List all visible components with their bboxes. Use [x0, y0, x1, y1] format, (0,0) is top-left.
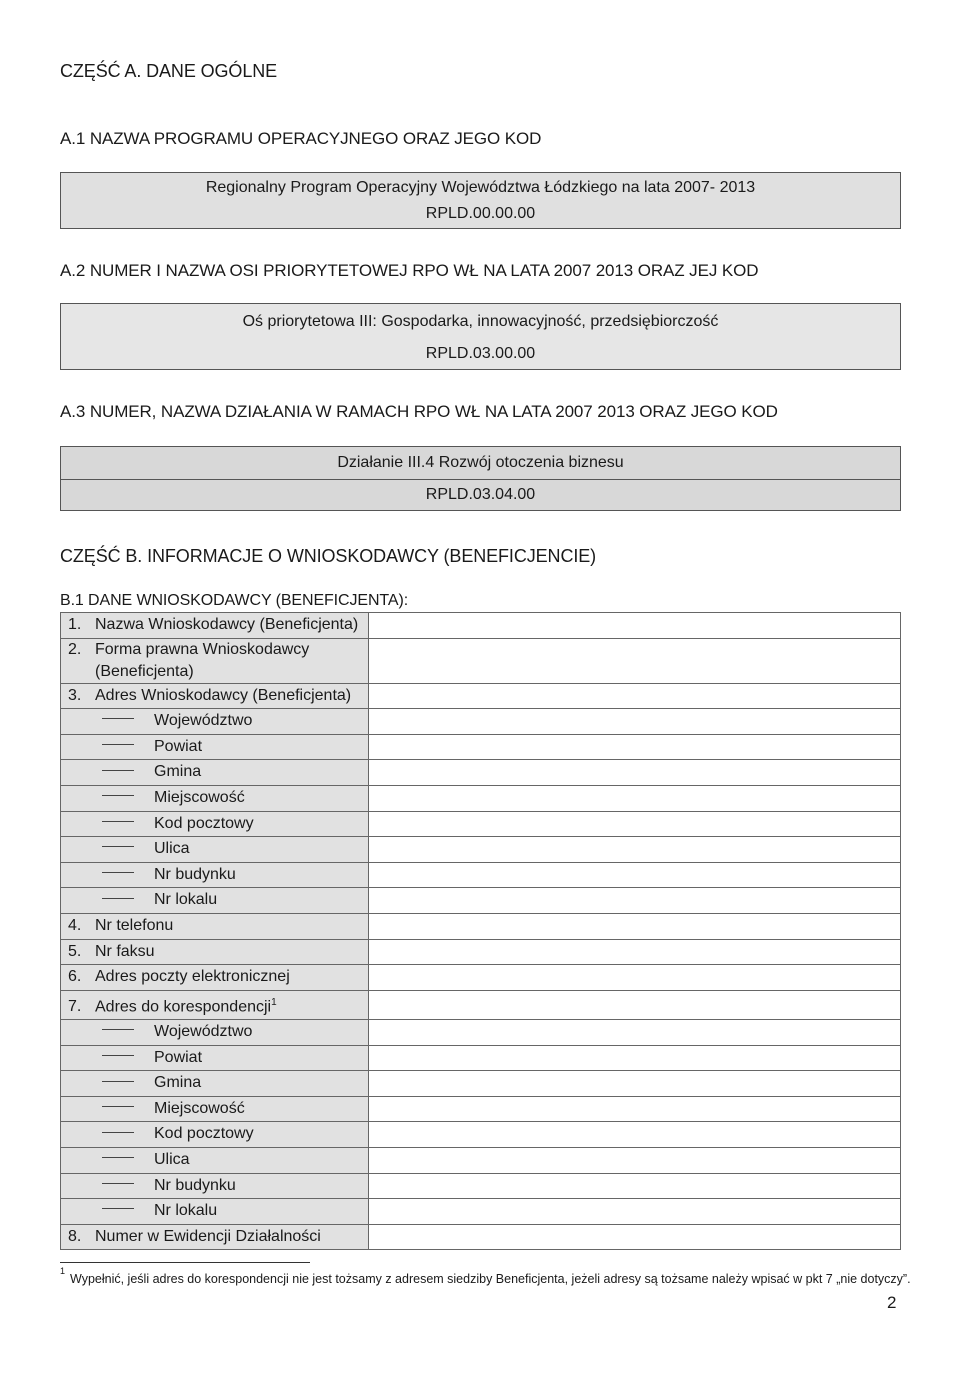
dash-marker	[102, 872, 134, 873]
table-row	[61, 811, 901, 837]
field-value-cell[interactable]	[369, 939, 901, 965]
dash-marker	[102, 1106, 134, 1107]
field-value-cell[interactable]	[369, 1122, 901, 1148]
field-value-cell[interactable]	[369, 760, 901, 786]
sub-field-label: Województwo	[154, 712, 253, 730]
field-label-cell	[61, 613, 369, 639]
table-row	[61, 613, 901, 639]
field-value-cell[interactable]	[369, 1071, 901, 1097]
field-label-cell	[61, 811, 369, 837]
footnote-text: Wypełnić, jeśli adres do korespondencji nie jest tożsamy z adresem siedziby Beneficjenta, jeżeli adresy są tożsame należy wpisać w pkt 7 „nie dotyczy”.	[70, 1272, 911, 1287]
field-label-cell	[61, 638, 369, 683]
dash-marker	[102, 1132, 134, 1133]
field-label: Nazwa Wnioskodawcy (Beneficjenta)	[95, 616, 359, 633]
table-row	[61, 1045, 901, 1071]
field-value-cell[interactable]	[369, 683, 901, 709]
sub-field-label: Powiat	[154, 1048, 203, 1066]
field-number: 8.	[68, 1227, 82, 1245]
measure-name-box	[60, 446, 901, 480]
sub-field-label: Miejscowość	[154, 1099, 245, 1117]
field-value-cell[interactable]	[369, 811, 901, 837]
field-label-cell	[61, 888, 369, 914]
field-label-cell	[61, 965, 369, 991]
table-row	[61, 760, 901, 786]
part-b-title: CZĘŚĆ B. INFORMACJE O WNIOSKODAWCY (BENEFICJENCIE)	[60, 546, 597, 566]
field-label-cell	[61, 939, 369, 965]
footnote-reference: 1	[271, 996, 277, 1008]
dash-marker	[102, 846, 134, 847]
dash-marker	[102, 1055, 134, 1056]
page-number: 2	[887, 1293, 897, 1312]
section-b1-heading: B.1 DANE WNIOSKODAWCY (BENEFICJENTA):	[60, 592, 409, 609]
table-row	[61, 1224, 901, 1250]
field-number: 4.	[68, 916, 82, 934]
footnote-separator	[60, 1262, 310, 1263]
field-value-cell[interactable]	[369, 734, 901, 760]
dash-marker	[102, 1208, 134, 1209]
field-value-cell[interactable]	[369, 1148, 901, 1174]
field-label-cell	[61, 1148, 369, 1174]
dash-marker	[102, 1157, 134, 1158]
sub-field-label: Ulica	[154, 1151, 190, 1169]
field-label: Numer w Ewidencji Działalności	[95, 1227, 321, 1245]
field-value-cell[interactable]	[369, 888, 901, 914]
field-label-cell	[61, 1224, 369, 1250]
field-label-cell	[61, 837, 369, 863]
dash-marker	[102, 744, 134, 745]
field-value-cell[interactable]	[369, 1173, 901, 1199]
field-label-cell	[61, 1173, 369, 1199]
section-a3-heading: A.3 NUMER, NAZWA DZIAŁANIA W RAMACH RPO WŁ NA LATA 2007 2013 ORAZ JEGO KOD	[60, 402, 778, 421]
field-value-cell[interactable]	[369, 913, 901, 939]
field-value-cell[interactable]	[369, 785, 901, 811]
field-number: 3.	[68, 686, 82, 704]
measure-code-box	[60, 479, 901, 511]
sub-field-label: Nr lokalu	[154, 891, 218, 909]
dash-marker	[102, 770, 134, 771]
sub-field-label: Miejscowość	[154, 788, 245, 806]
measure-name: Działanie III.4 Rozwój otoczenia biznesu	[337, 454, 624, 471]
table-row	[61, 638, 901, 683]
field-value-cell[interactable]	[369, 965, 901, 991]
field-value-cell[interactable]	[369, 1199, 901, 1225]
sub-field-label: Gmina	[154, 763, 202, 781]
dash-marker	[102, 1081, 134, 1082]
field-number: 7.	[68, 998, 82, 1016]
field-number: 6.	[68, 968, 82, 986]
field-value-cell[interactable]	[369, 1096, 901, 1122]
field-label: Adres poczty elektronicznej	[95, 968, 290, 986]
table-row	[61, 888, 901, 914]
dash-marker	[102, 1029, 134, 1030]
sub-field-label: Nr lokalu	[154, 1202, 218, 1220]
field-label-cell	[61, 785, 369, 811]
sub-field-label: Województwo	[154, 1023, 253, 1041]
field-label-cell	[61, 990, 369, 1019]
field-label-cell	[61, 1071, 369, 1097]
sub-field-label: Nr budynku	[154, 1176, 236, 1194]
table-row	[61, 837, 901, 863]
table-row	[61, 709, 901, 735]
table-row	[61, 683, 901, 709]
applicant-data-table	[60, 612, 901, 1250]
field-label: Adres do korespondencji	[95, 998, 272, 1016]
field-value-cell[interactable]	[369, 613, 901, 639]
field-label-cell	[61, 1096, 369, 1122]
field-label-cell	[61, 862, 369, 888]
table-row	[61, 1148, 901, 1174]
field-value-cell[interactable]	[369, 837, 901, 863]
dash-marker	[102, 1183, 134, 1184]
sub-field-label: Nr budynku	[154, 865, 236, 883]
field-label-cell	[61, 1020, 369, 1046]
field-label-cell	[61, 760, 369, 786]
program-code: RPLD.00.00.00	[425, 205, 536, 222]
table-row	[61, 1020, 901, 1046]
dash-marker	[102, 718, 134, 719]
field-label-cell	[61, 709, 369, 735]
table-row	[61, 1096, 901, 1122]
field-number: 1.	[68, 616, 82, 633]
section-a1-heading: A.1 NAZWA PROGRAMU OPERACYJNEGO ORAZ JEGO KOD	[60, 129, 542, 148]
table-row	[61, 862, 901, 888]
field-value-cell[interactable]	[369, 1224, 901, 1250]
program-name: Regionalny Program Operacyjny Województwa Łódzkiego na lata 2007- 2013	[205, 179, 756, 196]
field-value-cell[interactable]	[369, 1020, 901, 1046]
table-row	[61, 1173, 901, 1199]
footnote-marker: 1	[60, 1266, 66, 1276]
field-number: 5.	[68, 942, 82, 960]
table-row	[61, 939, 901, 965]
dash-marker	[102, 821, 134, 822]
field-label-cell	[61, 1122, 369, 1148]
sub-field-label: Gmina	[154, 1074, 202, 1092]
field-value-cell[interactable]	[369, 638, 901, 683]
field-label-cell	[61, 734, 369, 760]
field-value-cell[interactable]	[369, 1045, 901, 1071]
field-value-cell[interactable]	[369, 990, 901, 1019]
table-row	[61, 1199, 901, 1225]
sub-field-label: Kod pocztowy	[154, 814, 254, 832]
field-label: Nr telefonu	[95, 916, 174, 934]
field-value-cell[interactable]	[369, 862, 901, 888]
sub-field-label: Kod pocztowy	[154, 1125, 254, 1143]
priority-axis-box	[60, 303, 901, 370]
priority-axis-name: Oś priorytetowa III: Gospodarka, innowacyjność, przedsiębiorczość	[242, 313, 719, 330]
field-value-cell[interactable]	[369, 709, 901, 735]
dash-marker	[102, 898, 134, 899]
table-row	[61, 965, 901, 991]
field-label: Adres Wnioskodawcy (Beneficjenta)	[95, 686, 352, 704]
section-a2-heading: A.2 NUMER I NAZWA OSI PRIORYTETOWEJ RPO WŁ NA LATA 2007 2013 ORAZ JEJ KOD	[60, 261, 759, 280]
measure-code: RPLD.03.04.00	[425, 486, 536, 503]
table-row	[61, 1071, 901, 1097]
field-label-cell	[61, 1045, 369, 1071]
footnote	[60, 1266, 911, 1287]
dash-marker	[102, 795, 134, 796]
field-label-continued: (Beneficjenta)	[95, 662, 194, 680]
table-row	[61, 990, 901, 1019]
field-label: Forma prawna Wnioskodawcy	[95, 640, 310, 658]
sub-field-label: Powiat	[154, 737, 203, 755]
field-label: Nr faksu	[95, 942, 155, 960]
table-row	[61, 785, 901, 811]
field-label-cell	[61, 683, 369, 709]
field-label-cell	[61, 1199, 369, 1225]
part-a-title: CZĘŚĆ A. DANE OGÓLNE	[60, 61, 278, 81]
field-number: 2.	[68, 640, 82, 658]
sub-field-label: Ulica	[154, 840, 190, 858]
priority-axis-code: RPLD.03.00.00	[425, 345, 536, 362]
table-row	[61, 1122, 901, 1148]
program-name-box	[60, 172, 901, 229]
table-row	[61, 913, 901, 939]
table-row	[61, 734, 901, 760]
field-label-cell	[61, 913, 369, 939]
